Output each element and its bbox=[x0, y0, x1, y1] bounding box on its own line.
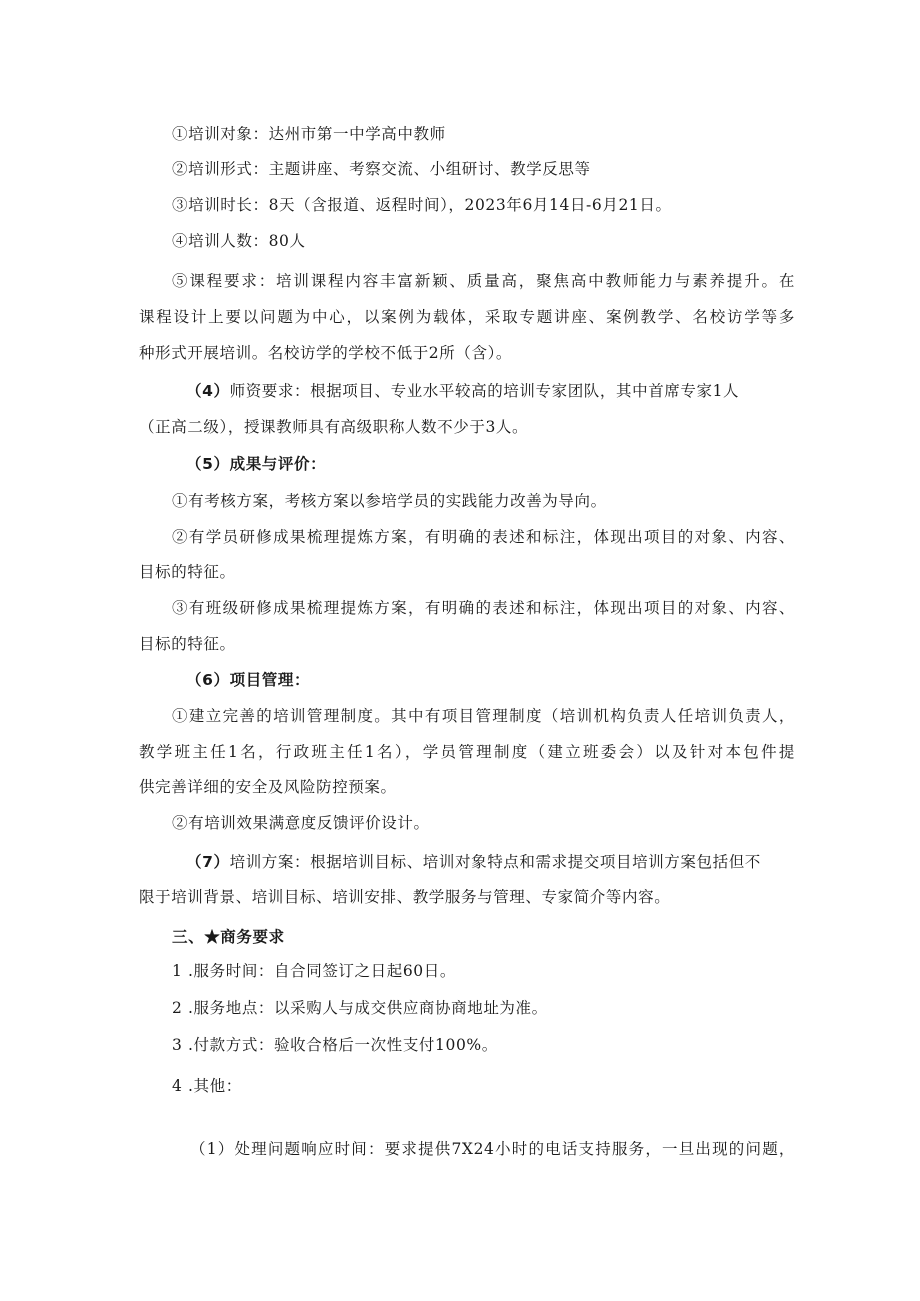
training-duration: ③培训时长：8天（含报道、返程时间），2023年6月14日-6月21日。 bbox=[172, 196, 672, 214]
management-item-1-line-1: ①建立完善的培训管理制度。其中有项目管理制度（培训机构负责人任培训负责人， bbox=[172, 707, 795, 725]
results-heading bbox=[186, 454, 326, 474]
business-sub-item-1: （1）处理问题响应时间：要求提供7X24小时的电话支持服务，一旦出现的问题， bbox=[190, 1140, 795, 1158]
training-count: ④培训人数：80人 bbox=[172, 232, 306, 250]
teacher-requirement-line-2: （正高二级），授课教师具有高级职称人数不少于3人。 bbox=[139, 418, 529, 436]
business-item-4: 4 .其他： bbox=[172, 1077, 242, 1095]
management-item-1-line-3: 供完善详细的安全及风险防控预案。 bbox=[139, 778, 397, 796]
management-title: 项目管理： bbox=[229, 670, 311, 689]
business-item-3: 3 .付款方式：验收合格后一次性支付100%。 bbox=[172, 1036, 498, 1054]
teacher-requirement-text: 师资要求：根据项目、专业水平较高的培训专家团队，其中首席专家1人 bbox=[229, 382, 740, 400]
management-item-2: ②有培训效果满意度反馈评价设计。 bbox=[172, 814, 430, 832]
training-plan-label: （7） bbox=[186, 853, 230, 871]
results-item-2-line-1: ②有学员研修成果梳理提炼方案，有明确的表述和标注，体现出项目的对象、内容、 bbox=[172, 528, 795, 546]
results-title: 成果与评价： bbox=[229, 454, 327, 473]
management-heading bbox=[186, 670, 310, 690]
business-heading: 三、★商务要求 bbox=[172, 927, 285, 946]
results-item-1: ①有考核方案，考核方案以参培学员的实践能力改善为导向。 bbox=[172, 492, 607, 510]
management-item-1-line-2: 教学班主任1名，行政班主任1名），学员管理制度（建立班委会）以及针对本包件提 bbox=[139, 743, 795, 761]
results-item-3-line-2: 目标的特征。 bbox=[139, 635, 236, 653]
course-requirement-line-3: 种形式开展培训。名校访学的学校不低于2所（含）。 bbox=[139, 344, 513, 362]
course-requirement-line-2: 课程设计上要以问题为中心，以案例为载体，采取专题讲座、案例教学、名校访学等多 bbox=[139, 308, 795, 326]
results-item-2-line-2: 目标的特征。 bbox=[139, 563, 236, 581]
results-item-3-line-1: ③有班级研修成果梳理提炼方案，有明确的表述和标注，体现出项目的对象、内容、 bbox=[172, 599, 795, 617]
training-plan-line-2: 限于培训背景、培训目标、培训安排、教学服务与管理、专家简介等内容。 bbox=[139, 888, 671, 906]
training-plan-line-1 bbox=[186, 852, 761, 872]
results-label: （5） bbox=[186, 455, 230, 473]
training-target: ①培训对象：达州市第一中学高中教师 bbox=[172, 125, 446, 143]
training-plan-text: 培训方案：根据培训目标、培训对象特点和需求提交项目培训方案包括但不 bbox=[229, 853, 761, 871]
training-form: ②培训形式：主题讲座、考察交流、小组研讨、教学反思等 bbox=[172, 160, 591, 178]
course-requirement-line-1: ⑤课程要求：培训课程内容丰富新颖、质量高，聚焦高中教师能力与素养提升。在 bbox=[172, 272, 795, 290]
teacher-requirement-label: （4） bbox=[186, 382, 230, 400]
teacher-requirement-line-1 bbox=[186, 381, 739, 401]
business-item-1: 1 .服务时间：自合同签订之日起60日。 bbox=[172, 962, 456, 980]
management-label: （6） bbox=[186, 671, 230, 689]
business-item-2: 2 .服务地点：以采购人与成交供应商协商地址为准。 bbox=[172, 999, 548, 1017]
